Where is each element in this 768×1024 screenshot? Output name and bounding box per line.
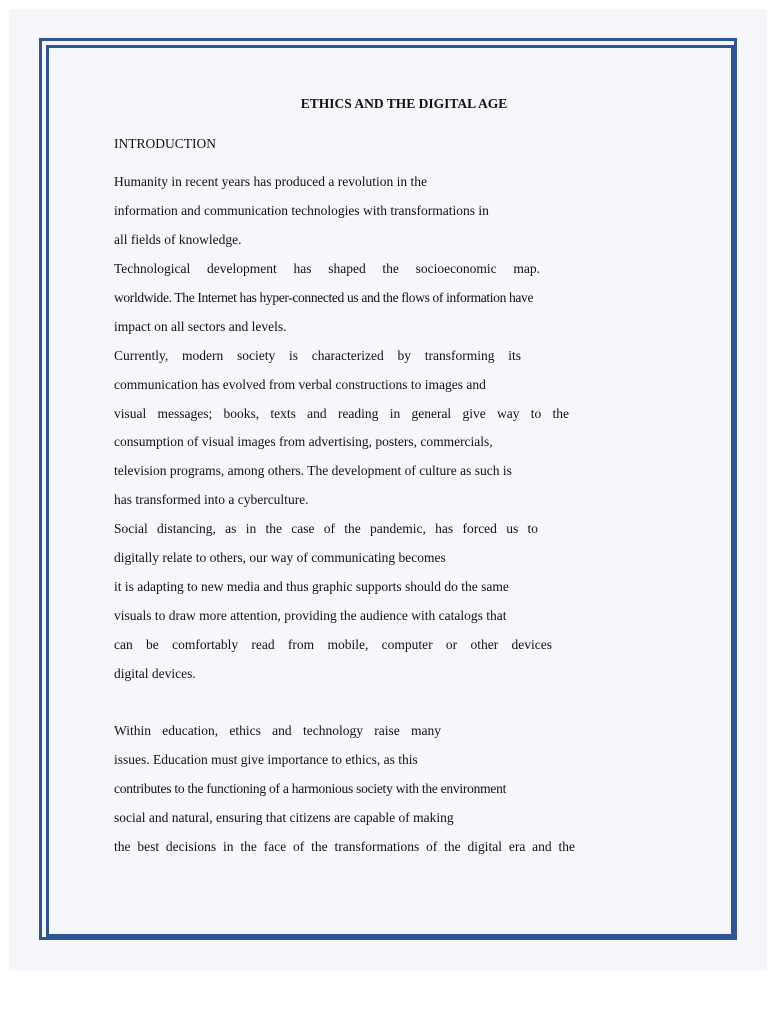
paragraph-line: communication has evolved from verbal constructions to images and — [114, 377, 486, 392]
paragraph-line: it is adapting to new media and thus graphic supports should do the same — [114, 579, 509, 594]
paragraph-line: has transformed into a cyberculture. — [114, 492, 309, 507]
paragraph-line: Humanity in recent years has produced a revolution in the — [114, 174, 428, 189]
paragraph-line: impact on all sectors and levels. — [114, 319, 287, 334]
section-heading: INTRODUCTION — [114, 136, 216, 151]
paragraph-line: Social distancing, as in the case of the pandemic, has forced us to — [114, 521, 538, 536]
paragraph-line: issues. Education must give importance to ethics, as this — [114, 752, 418, 767]
paragraph-line: social and natural, ensuring that citizens are capable of making — [114, 810, 454, 825]
paragraph-line: contributes to the functioning of a harmonious society with the environment — [114, 781, 507, 796]
paragraph-line: digitally relate to others, our way of communicating becomes — [114, 550, 446, 565]
paragraph-line: television programs, among others. The development of culture as such is — [114, 463, 512, 478]
paragraph-line: all fields of knowledge. — [114, 232, 242, 247]
paragraph-line: visual messages; books, texts and reading in general give way to the — [114, 406, 569, 421]
paragraph-line: Technological development has shaped the socioeconomic map. — [114, 261, 540, 276]
paragraph-line: worldwide. The Internet has hyper-connected us and the flows of information have — [114, 290, 534, 305]
paragraph-line: visuals to draw more attention, providing the audience with catalogs that — [114, 608, 507, 623]
paragraph-line: Within education, ethics and technology raise many — [114, 723, 441, 738]
paragraph-line: can be comfortably read from mobile, computer or other devices — [114, 637, 552, 652]
paragraph-line: digital devices. — [114, 666, 196, 681]
paragraph-line: information and communication technologies with transformations in — [114, 203, 489, 218]
paragraph-line: consumption of visual images from advertising, posters, commercials, — [114, 434, 493, 449]
document-title: ETHICS AND THE DIGITAL AGE — [300, 96, 508, 111]
paragraph-line: Currently, modern society is characterized by transforming its — [114, 348, 521, 363]
paragraph-line: the best decisions in the face of the transformations of the digital era and the — [114, 839, 575, 854]
